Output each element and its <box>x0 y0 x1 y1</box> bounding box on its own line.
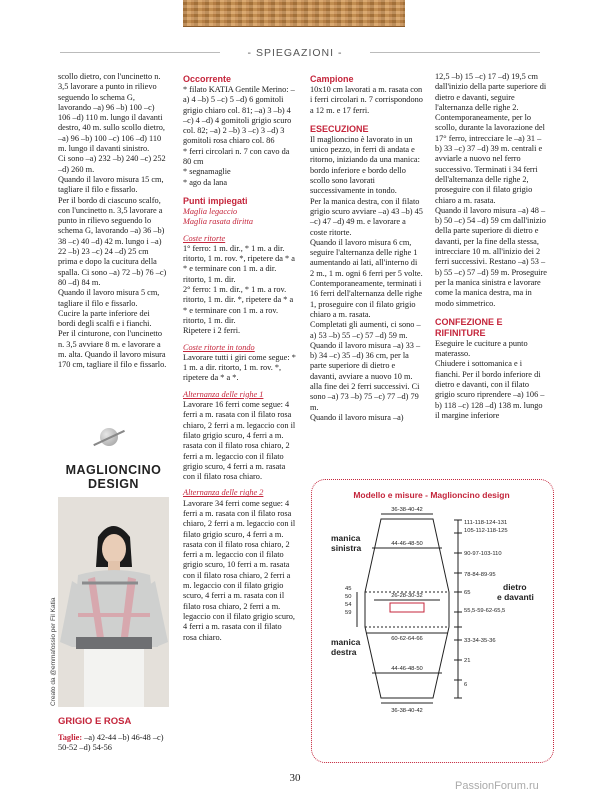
esecuzione-heading: ESECUZIONE <box>310 123 369 134</box>
measure-neck: 26-28-30-32 <box>391 593 423 599</box>
measure-left: 45 50 54 59 <box>345 586 352 616</box>
color-variant-title: GRIGIO E ROSA <box>58 716 132 727</box>
paragraph: Lavorare 34 ferri come segue: 4 ferri a m. rasata con il filato rosa chiaro, 2 ferri a m. legaccio con il filato grigio scuro, 4 ferri a m. rasata con il filato rosa chiaro, 2 ferri a m. legaccio con il filato grigio scuro, 10 ferri a m. rasata con il filato rosa chiaro, 2 ferri a m. legaccio con il filato grigio scuro, 4 ferri a m. rasata con il filato rosa chiaro, 2 ferri a m. legaccio con il filato grigio scuro, 4 ferri a m. rasata con il filato rosa chiaro. <box>183 498 296 642</box>
label-manica-sinistra: manica sinistra <box>331 533 362 553</box>
punti-heading: Punti impiegati <box>183 195 248 206</box>
model-illustration <box>58 497 169 707</box>
sizes <box>58 733 170 754</box>
model-photo <box>58 497 169 707</box>
measure-r2: 105-112-118-125 <box>464 528 508 534</box>
paragraph: Il maglioncino è lavorato in un unico pezzo, in ferri di andata e ritorno, iniziando da una manica: bordo inferiore e bordo dello scollo sono lavorati successivamente in tondo. <box>310 134 420 196</box>
paragraph: Ci sono –a) 232 –b) 240 –c) 252 –d) 260 m. <box>58 154 166 174</box>
header-rule-right <box>370 52 540 53</box>
section-header <box>0 43 590 61</box>
measure-top: 36-38-40-42 <box>391 507 423 513</box>
design-title: MAGLIONCINO DESIGN <box>65 463 162 491</box>
label-dietro-davanti: dietro e davanti <box>497 582 534 602</box>
paragraph: Per il cinturone, con l'uncinetto n. 3,5 avviare 8 m. e lavorare a m. alta. Quando il lavoro misura 170 cm, tagliare il filo e fissarlo. <box>58 329 167 370</box>
paragraph: Quando il lavoro misura 5 cm, tagliare il filo e fissarlo. <box>58 288 160 308</box>
paragraph: Lavorare 16 ferri come segue: 4 ferri a m. rasata con il filato rosa chiaro, 2 ferri a m. legaccio con il filato grigio scuro, 4 ferri a m. rasata con il filato rosa chiaro, 2 ferri a m. legaccio con il filato grigio scuro, 4 ferri a m. rasata con il filato rosa chiaro. <box>183 400 296 482</box>
measure-r9: 6 <box>464 682 468 688</box>
sizes-value: –a) 42-44 –b) 46-48 –c) 50-52 –d) 54-56 <box>58 733 164 753</box>
occorrente-heading: Occorrente <box>183 74 232 84</box>
watermark: PassionForum.ru <box>455 780 539 792</box>
stitch-name: Maglia rasata diritta <box>183 217 254 227</box>
paragraph: scollo dietro, con l'uncinetto n. 3,5 lavorare a punto in rilievo seguendo lo schema G, lavorando –a) 96 –b) 100 –c) 106 –d) 110 m. lungo il davanti destro, 40 m. sullo scollo dietro, –a) 96 –b) 100 –c) 106 –d) 110 m. lungo il davanti sinistro. <box>58 72 165 154</box>
column-3 <box>310 72 423 423</box>
paragraph: 2° ferro: 1 m. dir., * 1 m. a rov. ritorto, 1 m. dir. *, ripetere da * a * e terminare con 1 m. a rov. ritorto, 1 m. dir. <box>183 285 294 325</box>
page-number: 30 <box>289 772 301 784</box>
section-title: - SPIEGAZIONI - <box>242 47 349 59</box>
measure-r3: 90-97-103-110 <box>464 551 502 557</box>
measure-r6: 55,5-59-62-65,5 <box>464 608 506 614</box>
confezione-heading: CONFEZIONE E RIFINITURE <box>435 316 503 338</box>
label-manica-destra: manica destra <box>331 637 361 657</box>
column-1 <box>58 72 169 371</box>
paragraph: Quando il lavoro misura –a) <box>310 412 404 422</box>
measure-r4: 78-84-89-95 <box>464 572 496 578</box>
schema-title: Modello e misure - Maglioncino design <box>353 490 510 500</box>
sizes-label: Taglie: <box>58 733 83 742</box>
column-4 <box>435 72 547 421</box>
schema-box <box>311 479 554 763</box>
paragraph: * segnamaglie <box>183 167 231 177</box>
paragraph: 10x10 cm lavorati a m. rasata con i ferri circolari n. 7 corrispondono a 12 m. e 17 ferri. <box>310 85 423 115</box>
alternanza-1-heading: Alternanza delle righe 1 <box>183 389 264 399</box>
paragraph: Per la manica destra, con il filato grigio scuro avviare –a) 43 –b) 45 –c) 47 –d) 49 m. e lavorare a coste ritorte. <box>310 196 423 237</box>
paragraph: 1° ferro: 1 m. dir., * 1 m. a dir. ritorto, 1 m. rov. *, ripetere da * a * e terminare con 1 m. a dir. ritorto, 1 m. dir. <box>183 243 295 284</box>
alternanza-2-heading: Alternanza delle righe 2 <box>183 488 264 498</box>
photo-credit: Creato da @emmafossio per Fil Katia <box>50 597 57 706</box>
paragraph: * ago da lana <box>183 177 228 187</box>
coste-heading: Coste ritorte <box>183 233 226 243</box>
paragraph: Eseguire le cuciture a punto materasso. <box>435 338 528 359</box>
column-2 <box>183 72 296 643</box>
paragraph: * filato KATIA Gentile Merino: –a) 4 –b) 5 –c) 5 –d) 6 gomitoli grigio chiaro col. 81; –a) 3 –b) 4 –c) 4 –d) 4 gomitoli grigio scuro col. 82; –a) 2 –b) 3 –c) 3 –d) 3 gomitoli rosa chiaro col. 86 <box>183 85 295 146</box>
paragraph: Quando il lavoro misura 6 cm, seguire l'alternanza delle righe 1 aumentando ai lati, all'interno di 2 m., 1 m. ogni 6 ferri per 5 volte. Contemporaneamente, terminati i 16 ferri dell'alternanza delle righe 1, proseguire con il filato grigio chiaro a m. rasata. <box>310 237 423 319</box>
header-rule-left <box>60 52 220 53</box>
measure-body: 60-62-64-66 <box>391 636 423 642</box>
measure-r8: 21 <box>464 658 471 664</box>
paragraph: Quando il lavoro misura 15 cm, tagliare il filo e fissarlo. <box>58 174 164 195</box>
paragraph: Quando il lavoro misura –a) 48 –b) 50 –c) 54 –d) 59 cm dall'inizio della parte superiore di dietro e davanti, per la fine della stessa, intrecciare 10 m. all'inizio dei 2 ferri successivi. Restano –a) 53 –b) 55 –c) 57 –d) 59 m. Proseguire per la manica sinistra e lavorare come la manica destra, ma in modo simmetrico. <box>435 205 547 308</box>
measure-r7: 33-34-35-36 <box>464 638 496 644</box>
paragraph: Cucire la parte inferiore dei bordi degli scalfi e i fianchi. <box>58 308 152 329</box>
campione-heading: Campione <box>310 74 354 84</box>
measure-sleeve-top: 44-46-48-50 <box>391 541 423 547</box>
paragraph: Quando il lavoro misura –a) 33 –b) 34 –c) 35 –d) 36 cm, per la parte superiore di dietro e davanti, avviare a nuovo 10 m. alla fine dei 2 ferri successivi. Ci sono –a) 73 –b) 75 –c) 77 –d) 79 m. <box>310 340 421 412</box>
paragraph: Lavorare tutti i giri come segue: * 1 m. a dir. ritorto, 1 m. rov. *, ripetere da * a *. <box>183 352 296 383</box>
paragraph: * ferri circolari n. 7 con cavo da 80 cm <box>183 146 290 167</box>
coste-tondo-heading: Coste ritorte in tondo <box>183 342 255 352</box>
paragraph: Ripetere i 2 ferri. <box>183 326 241 336</box>
paragraph: 12,5 –b) 15 –c) 17 –d) 19,5 cm dall'inizio della parte superiore di dietro e davanti, seguire l'alternanza delle righe 2. Contemporaneamente, per lo scollo, durante la lavorazione del 17° ferro, intrecciare le –a) 31 –b) 33 –c) 37 –d) 39 m. centrali e avviarle a nuovo nel ferro successivo. Terminati i 34 ferri dell'alternanza delle righe 2, proseguire con il filato grigio chiaro a m. rasata. <box>435 72 547 205</box>
knit-swatch-image <box>183 0 405 27</box>
measure-r1: 111-118-124-131 <box>464 520 508 526</box>
measure-sleeve-bottom: 44-46-48-50 <box>391 666 423 672</box>
stitch-name: Maglia legaccio <box>183 206 238 216</box>
measure-bottom: 36-38-40-42 <box>391 708 423 714</box>
paragraph: Per il bordo di ciascuno scalfo, con l'uncinetto n. 3,5 lavorare a punto in rilievo seguendo lo schema G, lavorando –a) 36 –b) 38 –c) 40 –d) 42 m. lungo i –a) 22 –b) 23 –c) 24 –d) 25 cm prima e dopo la cucitura della spalla. Ci sono –a) 72 –b) 76 –c) 80 –d) 84 m. <box>58 195 167 287</box>
paragraph: Completati gli aumenti, ci sono –a) 53 –b) 55 –c) 57 –d) 59 m. <box>310 320 421 340</box>
paragraph: Chiudere i sottomanica e i fianchi. Per il bordo inferiore di dietro e davanti, con il filato grigio scuro riprendere –a) 106 –b) 118 –c) 128 –d) 138 m. lungo il margine inferiore <box>435 359 545 420</box>
measure-r5: 65 <box>464 590 471 596</box>
